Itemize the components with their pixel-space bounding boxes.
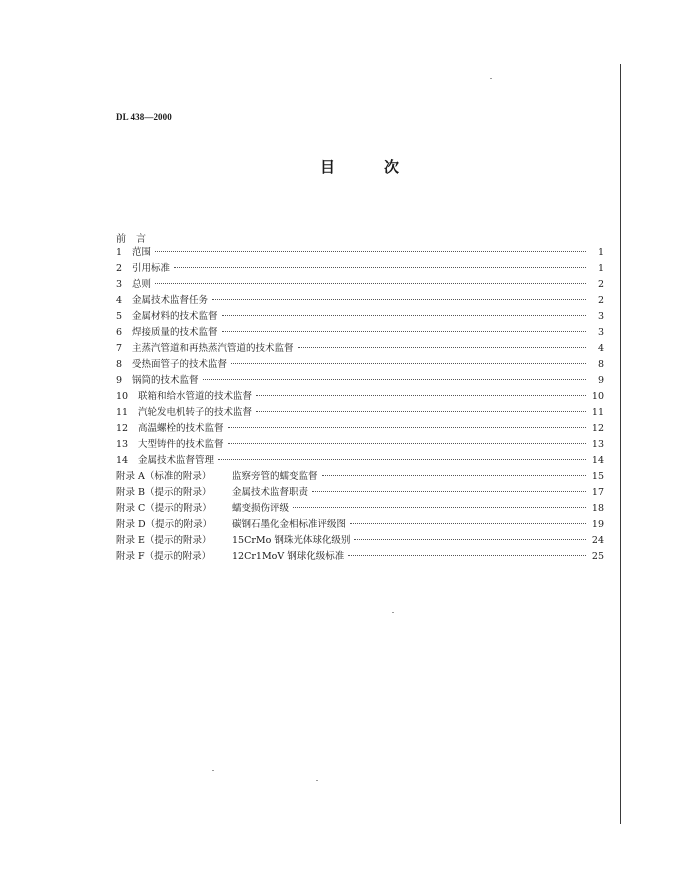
dot-leader [228,427,586,428]
toc-preface[interactable] [116,230,146,245]
toc-entry[interactable] [116,405,604,421]
toc-entry-page: 3 [597,327,604,338]
scan-speck [490,78,492,79]
toc-entry-page: 3 [597,311,604,322]
toc-entry-title: 金属材料的技术监督 [132,311,218,322]
dot-leader [218,459,586,460]
toc-entry-page: 10 [591,391,604,402]
appendix-title: 碳钢石墨化金相标准评级图 [232,519,347,530]
dot-leader [228,443,586,444]
dot-leader [212,299,586,300]
toc-entry-page: 14 [591,455,604,466]
toc-entry[interactable] [116,421,604,437]
toc-entry-number: 9 [116,375,123,386]
toc-entry[interactable] [116,357,604,373]
toc-appendix-entry[interactable] [116,533,604,549]
appendix-title: 12Cr1MoV 钢球化级标准 [232,551,345,562]
scan-speck [316,780,318,781]
toc-appendix-entry[interactable] [116,501,604,517]
dot-leader [203,379,586,380]
toc-entry-page: 12 [591,423,604,434]
dot-leader [348,555,586,556]
toc-entry[interactable] [116,245,604,261]
toc-entry-page: 13 [591,439,604,450]
toc-entry-page: 1 [597,247,604,258]
toc-entry-page: 8 [597,359,604,370]
dot-leader [222,315,586,316]
appendix-page: 18 [591,503,604,514]
appendix-page: 17 [591,487,604,498]
dot-leader [256,395,586,396]
toc-entry-number: 3 [116,279,123,290]
toc-entry-number: 7 [116,343,123,354]
dot-leader [222,331,586,332]
toc-entry-title: 汽轮发电机转子的技术监督 [138,407,253,418]
toc-entry-number: 5 [116,311,123,322]
toc-entry-number: 2 [116,263,123,274]
toc-entry-page: 2 [597,295,604,306]
appendix-title: 金属技术监督职责 [232,487,309,498]
toc-appendix-entry[interactable] [116,517,604,533]
toc-entry-title: 总则 [132,279,152,290]
preface-char-2: 言 [136,234,146,245]
dot-leader [155,283,586,284]
toc-entry-page: 2 [597,279,604,290]
appendix-tag: 附录 D（提示的附录） [116,519,213,530]
toc-entry-number: 12 [116,423,129,434]
toc-entry-page: 11 [591,407,604,418]
toc-entry-title: 联箱和给水管道的技术监督 [138,391,253,402]
dot-leader [350,523,586,524]
dot-leader [298,347,586,348]
dot-leader [256,411,586,412]
toc-entry[interactable] [116,341,604,357]
toc-entry-number: 10 [116,391,129,402]
appendix-tag: 附录 B（提示的附录） [116,487,212,498]
toc-entry[interactable] [116,309,604,325]
toc-entry-title: 受热面管子的技术监督 [132,359,228,370]
toc-entry[interactable] [116,373,604,389]
title-char-1: 目 [320,158,336,176]
dot-leader [293,507,586,508]
toc-appendix-entry[interactable] [116,469,604,485]
appendix-title: 蠕变损伤评级 [232,503,290,514]
toc-entry[interactable] [116,261,604,277]
dot-leader [155,251,586,252]
title-char-2: 次 [384,158,400,176]
appendix-tag: 附录 A（标准的附录） [116,471,212,482]
document-code: DL 438—2000 [116,112,172,122]
toc-entry-title: 金属技术监督管理 [138,455,215,466]
toc-entry-title: 大型铸件的技术监督 [138,439,224,450]
toc-entry[interactable] [116,389,604,405]
scan-speck [392,612,394,613]
toc-entry-title: 引用标准 [132,263,171,274]
toc-entry-page: 1 [597,263,604,274]
appendix-tag: 附录 E（提示的附录） [116,535,212,546]
appendix-page: 19 [591,519,604,530]
dot-leader [322,475,586,476]
toc-entry-title: 锅筒的技术监督 [132,375,199,386]
appendix-page: 15 [591,471,604,482]
toc-entry-title: 高温螺栓的技术监督 [138,423,224,434]
toc-appendix-entry[interactable] [116,549,604,565]
toc-entry-number: 8 [116,359,123,370]
toc-entry-title: 范围 [132,247,152,258]
appendix-tag: 附录 C（提示的附录） [116,503,212,514]
toc-entry[interactable] [116,325,604,341]
toc-entry-page: 4 [597,343,604,354]
appendix-title: 监察旁管的蠕变监督 [232,471,318,482]
toc-entry-title: 主蒸汽管道和再热蒸汽管道的技术监督 [132,343,294,354]
toc-appendix-entry[interactable] [116,485,604,501]
toc-entry-number: 14 [116,455,129,466]
toc-entry-number: 4 [116,295,123,306]
toc-entry-number: 11 [116,407,129,418]
toc-entry[interactable] [116,437,604,453]
toc-entry[interactable] [116,293,604,309]
appendix-page: 24 [591,535,604,546]
toc-entry-title: 金属技术监督任务 [132,295,209,306]
toc-entry-page: 9 [597,375,604,386]
dot-leader [174,267,586,268]
dot-leader [312,491,586,492]
toc-entry[interactable] [116,453,604,469]
page-edge-rule [620,64,621,824]
appendix-page: 25 [591,551,604,562]
toc-entry-number: 6 [116,327,123,338]
toc-entry-title: 焊接质量的技术监督 [132,327,218,338]
appendix-tag: 附录 F（提示的附录） [116,551,212,562]
appendix-title: 15CrMo 钢珠光体球化级别 [232,535,351,546]
dot-leader [231,363,586,364]
toc-entry[interactable] [116,277,604,293]
preface-char-1: 前 [116,234,126,245]
scan-speck [212,770,214,771]
dot-leader [354,539,586,540]
toc-entry-number: 13 [116,439,129,450]
toc-entry-number: 1 [116,247,123,258]
table-of-contents [116,245,604,565]
